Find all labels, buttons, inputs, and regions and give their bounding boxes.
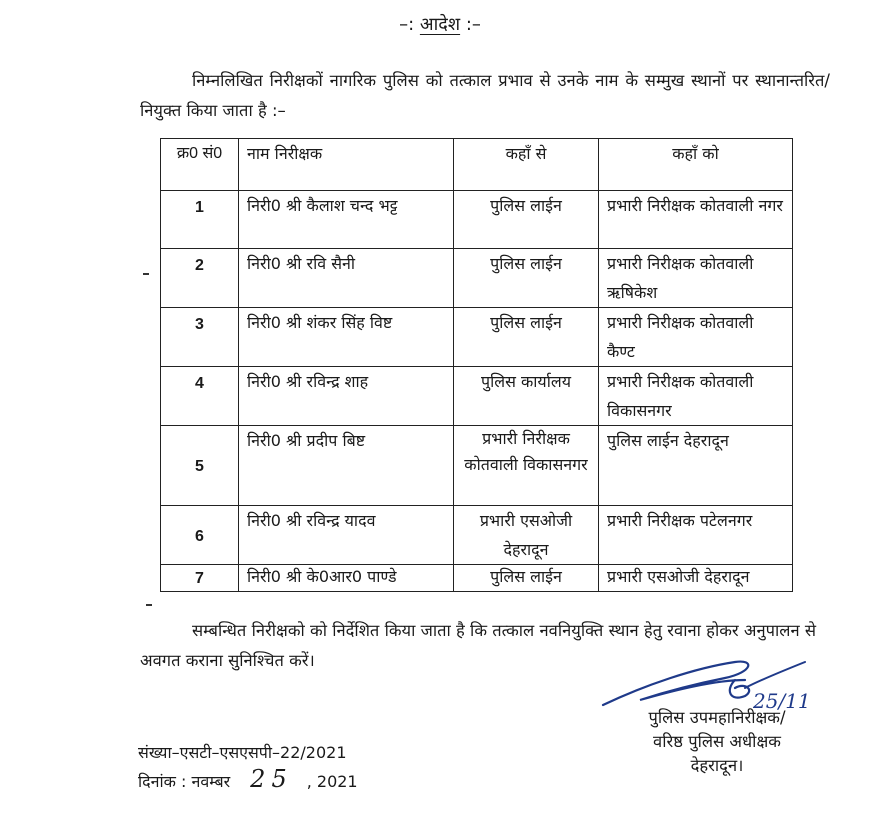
row-serial: 6	[161, 506, 239, 565]
row-to: पुलिस लाईन देहरादून	[599, 426, 793, 506]
reference-date	[138, 766, 358, 795]
heading-prefix: –:	[399, 14, 420, 35]
row-from: प्रभारी एसओजी देहरादून	[454, 506, 599, 565]
svg-text:25/11: 25/11	[753, 689, 811, 713]
row-to: प्रभारी निरीक्षक कोतवाली कैण्ट	[599, 308, 793, 367]
reference-block	[138, 740, 358, 795]
row-to: प्रभारी एसओजी देहरादून	[599, 565, 793, 592]
date-year: , 2021	[306, 772, 358, 791]
row-name: निरी0 श्री रविन्द्र शाह	[239, 367, 454, 426]
designation-line: पुलिस उपमहानिरीक्षक/	[648, 708, 786, 727]
instruction-paragraph: सम्बन्धित निरीक्षको को निर्देशित किया जाता है कि तत्काल नवनियुक्ति स्थान हेतु रवाना होकर अनुपालन से अवगत कराना सुनिश्चित करें।	[140, 621, 817, 670]
scan-mark	[146, 604, 152, 606]
table-row	[161, 426, 793, 506]
row-from: प्रभारी निरीक्षक कोतवाली विकासनगर	[454, 426, 599, 506]
row-from: पुलिस लाईन	[454, 249, 599, 308]
row-to: प्रभारी निरीक्षक कोतवाली ऋषिकेश	[599, 249, 793, 308]
heading-text: आदेश	[419, 14, 461, 35]
header-to: कहाँ को	[599, 139, 793, 191]
row-name: निरी0 श्री रवि सैनी	[239, 249, 454, 308]
table-row	[161, 506, 793, 565]
signatory-block	[612, 706, 822, 778]
row-from: पुलिस कार्यालय	[454, 367, 599, 426]
row-from: पुलिस लाईन	[454, 308, 599, 367]
row-name: निरी0 श्री शंकर सिंह विष्ट	[239, 308, 454, 367]
date-day-handwritten: 25	[250, 765, 293, 793]
row-to: प्रभारी निरीक्षक पटेलनगर	[599, 506, 793, 565]
transfer-table	[160, 138, 793, 592]
table-row	[161, 565, 793, 592]
scan-mark	[143, 273, 149, 275]
table-row	[161, 308, 793, 367]
row-serial: 3	[161, 308, 239, 367]
intro-paragraph: निम्नलिखित निरीक्षकों नागरिक पुलिस को तत्काल प्रभाव से उनके नाम के सम्मुख स्थानों पर स्थानान्तरित/नियुक्त किया जाता है :–	[140, 71, 830, 120]
header-name: नाम निरीक्षक	[239, 139, 454, 191]
row-from: पुलिस लाईन	[454, 191, 599, 249]
reference-number: संख्या–एसटी–एसएसपी–22/2021	[138, 743, 347, 762]
row-name: निरी0 श्री रविन्द्र यादव	[239, 506, 454, 565]
row-name: निरी0 श्री के0आर0 पाण्डे	[239, 565, 454, 592]
row-serial: 7	[161, 565, 239, 592]
row-serial: 5	[161, 426, 239, 506]
table-row	[161, 191, 793, 249]
row-name: निरी0 श्री प्रदीप बिष्ट	[239, 426, 454, 506]
heading-suffix: :–	[460, 14, 481, 35]
row-serial: 4	[161, 367, 239, 426]
row-serial: 1	[161, 191, 239, 249]
table-row	[161, 367, 793, 426]
row-serial: 2	[161, 249, 239, 308]
header-serial: क्र0 सं0	[161, 139, 239, 191]
date-label: दिनांक : नवम्बर	[138, 772, 231, 791]
row-to: प्रभारी निरीक्षक कोतवाली विकासनगर	[599, 367, 793, 426]
designation-line: देहरादून।	[690, 756, 744, 775]
designation-line: वरिष्ठ पुलिस अधीक्षक	[653, 732, 781, 751]
table-row	[161, 249, 793, 308]
table-header-row	[161, 139, 793, 191]
order-heading	[0, 12, 880, 36]
row-name: निरी0 श्री कैलाश चन्द भट्ट	[239, 191, 454, 249]
header-from: कहाँ से	[454, 139, 599, 191]
row-from: पुलिस लाईन	[454, 565, 599, 592]
row-to: प्रभारी निरीक्षक कोतवाली नगर	[599, 191, 793, 249]
